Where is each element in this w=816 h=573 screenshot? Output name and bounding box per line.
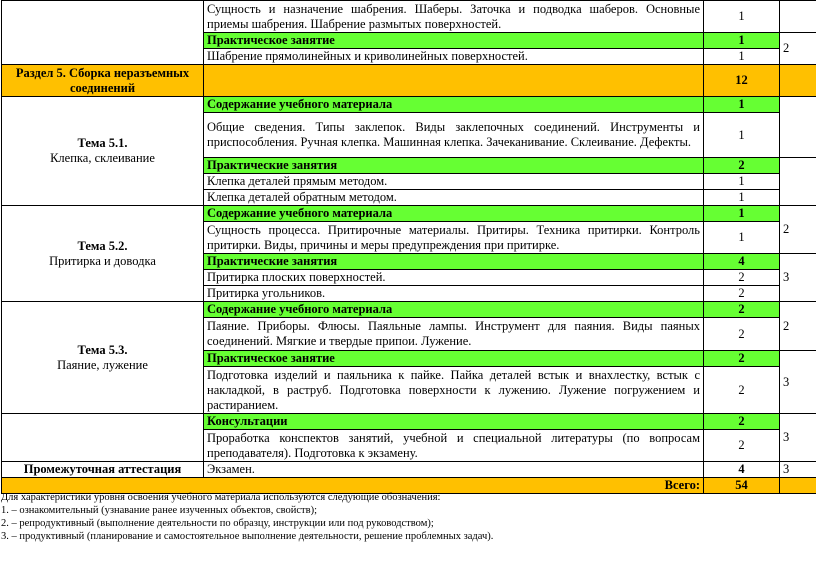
level-cell: 2 — [780, 206, 816, 254]
content-cell: Клепка деталей обратным методом. — [204, 190, 704, 206]
content-cell: Паяние. Приборы. Флюсы. Паяльные лампы. Инструмент для паяния. Виды паяных соединений. Мягкие и твердые припои. Лужение. — [204, 318, 704, 351]
theme-cell — [2, 302, 204, 414]
theme-title: Тема 5.1. — [77, 136, 128, 150]
note-item: 1. – ознакомительный (узнавание ранее изученных объектов, свойств); — [1, 505, 318, 516]
table-row — [2, 302, 816, 318]
hours-cell: 2 — [704, 302, 780, 318]
level-cell: 3 — [780, 462, 816, 478]
hours-cell: 4 — [704, 254, 780, 270]
theme-subtitle: Притирка и доводка — [49, 253, 156, 268]
theme-subtitle: Паяние, лужение — [57, 357, 148, 372]
content-cell: Притирка угольников. — [204, 286, 704, 302]
hours-cell: 1 — [704, 49, 780, 65]
content-label: Содержание учебного материала — [204, 97, 704, 113]
section-empty — [204, 65, 704, 97]
hours-cell: 1 — [704, 97, 780, 113]
level-cell: 3 — [780, 414, 816, 462]
content-cell: Клепка деталей прямым методом. — [204, 174, 704, 190]
total-hours: 54 — [704, 478, 780, 494]
theme-subtitle: Клепка, склеивание — [50, 151, 155, 165]
hours-cell: 1 — [704, 1, 780, 33]
note-item: 2. – репродуктивный (выполнение деятельности по образцу, инструкции или под руководством); — [1, 518, 434, 529]
hours-cell: 2 — [704, 414, 780, 430]
content-cell: Притирка плоских поверхностей. — [204, 270, 704, 286]
theme-cell-empty — [2, 414, 204, 462]
level-cell — [780, 97, 816, 158]
curriculum-table — [1, 0, 816, 494]
table-row — [2, 97, 816, 113]
content-cell: Экзамен. — [204, 462, 704, 478]
level-cell — [780, 158, 816, 206]
hours-cell: 2 — [704, 158, 780, 174]
consult-label: Консультации — [204, 414, 704, 430]
content-cell: Общие сведения. Типы заклепок. Виды заклепочных соединений. Инструменты и приспособления. Ручная клепка. Машинная клепка. Зачеканивание. Склеивание. Дефекты. — [204, 113, 704, 158]
section-title: Раздел 5. Сборка неразъемных соединений — [2, 65, 204, 97]
content-cell: Проработка конспектов занятий, учебной и специальной литературы (по вопросам преподавателя). Подготовка к экзамену. — [204, 430, 704, 462]
theme-cell-empty — [2, 1, 204, 65]
section-hours: 12 — [704, 65, 780, 97]
content-label: Содержание учебного материала — [204, 206, 704, 222]
note-item: 3. – продуктивный (планирование и самостоятельное выполнение деятельности, решение проблемных задач). — [1, 531, 494, 542]
hours-cell: 1 — [704, 206, 780, 222]
hours-cell: 1 — [704, 113, 780, 158]
theme-cell — [2, 206, 204, 302]
hours-cell: 1 — [704, 174, 780, 190]
legend-notes — [1, 491, 815, 543]
hours-cell: 2 — [704, 367, 780, 414]
level-cell — [780, 1, 816, 33]
section-level — [780, 65, 816, 97]
level-cell: 3 — [780, 254, 816, 302]
table-row — [2, 414, 816, 430]
content-label: Содержание учебного материала — [204, 302, 704, 318]
content-cell: Шабрение прямолинейных и криволинейных поверхностей. — [204, 49, 704, 65]
hours-cell: 1 — [704, 190, 780, 206]
level-cell: 2 — [780, 302, 816, 351]
level-cell: 3 — [780, 351, 816, 414]
hours-cell: 2 — [704, 318, 780, 351]
hours-cell: 2 — [704, 270, 780, 286]
theme-title: Тема 5.3. — [77, 342, 128, 357]
content-cell: Подготовка изделий и паяльника к пайке. Пайка деталей встык и внахлестку, встык с накладкой, в раструб. Подготовка поверхности к лужению. Лужение погружением и растиранием. — [204, 367, 704, 414]
hours-cell: 4 — [704, 462, 780, 478]
theme-cell — [2, 97, 204, 206]
total-label: Всего: — [2, 478, 704, 494]
notes-intro: Для характеристики уровня освоения учебного материала используются следующие обозначения: — [1, 492, 441, 503]
practice-label: Практические занятия — [204, 158, 704, 174]
practice-label: Практические занятия — [204, 254, 704, 270]
hours-cell: 1 — [704, 33, 780, 49]
practice-label: Практическое занятие — [204, 33, 704, 49]
hours-cell: 2 — [704, 286, 780, 302]
table-row — [2, 462, 816, 478]
content-cell: Сущность и назначение шабрения. Шаберы. Заточка и подводка шаберов. Основные приемы шабрения. Шабрение размытых поверхностей. — [204, 1, 704, 33]
table-row — [2, 206, 816, 222]
hours-cell: 2 — [704, 430, 780, 462]
section-row — [2, 65, 816, 97]
practice-label: Практическое занятие — [204, 351, 704, 367]
table-row — [2, 1, 816, 33]
hours-cell: 1 — [704, 222, 780, 254]
content-cell: Сущность процесса. Притирочные материалы. Притиры. Техника притирки. Контроль притирки. Виды, причины и меры предупреждения при притирке. — [204, 222, 704, 254]
theme-title: Тема 5.2. — [77, 238, 128, 253]
hours-cell: 2 — [704, 351, 780, 367]
attestation-title: Промежуточная аттестация — [2, 462, 204, 478]
level-cell: 2 — [780, 33, 816, 65]
